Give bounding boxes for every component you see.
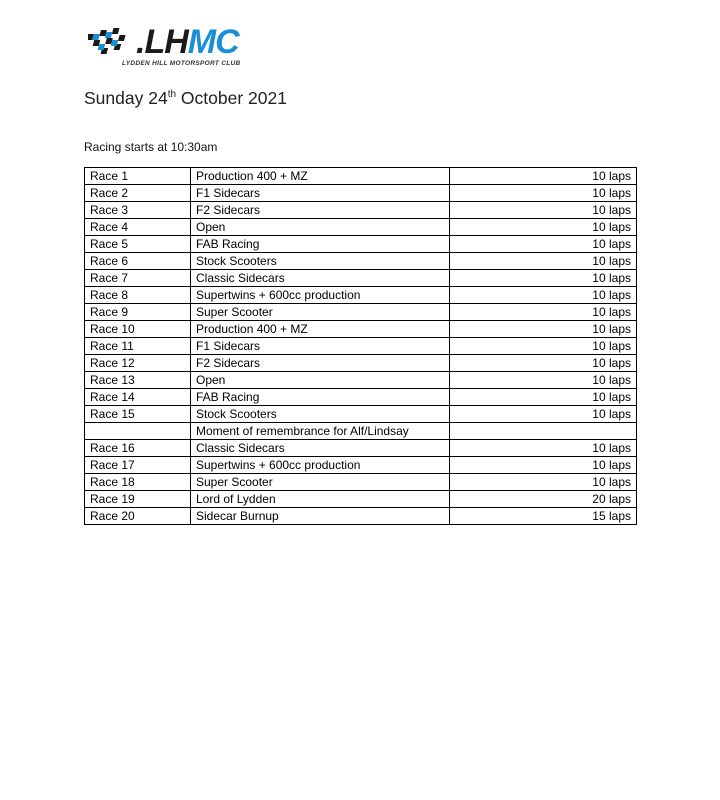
logo-subtitle: LYDDEN HILL MOTORSPORT CLUB bbox=[122, 60, 241, 67]
table-row bbox=[85, 321, 637, 338]
race-schedule-body bbox=[85, 168, 637, 525]
table-row bbox=[85, 423, 637, 440]
race-laps-cell: 10 laps bbox=[450, 219, 637, 236]
race-laps-cell: 20 laps bbox=[450, 491, 637, 508]
race-number-cell: Race 15 bbox=[85, 406, 191, 423]
table-row bbox=[85, 457, 637, 474]
race-laps-cell: 10 laps bbox=[450, 440, 637, 457]
race-number-cell: Race 1 bbox=[85, 168, 191, 185]
race-class-cell: F2 Sidecars bbox=[191, 355, 450, 372]
race-laps-cell: 10 laps bbox=[450, 321, 637, 338]
table-row bbox=[85, 474, 637, 491]
race-number-cell: Race 2 bbox=[85, 185, 191, 202]
race-laps-cell: 10 laps bbox=[450, 304, 637, 321]
race-class-cell: Supertwins + 600cc production bbox=[191, 287, 450, 304]
race-laps-cell: 10 laps bbox=[450, 355, 637, 372]
table-row bbox=[85, 406, 637, 423]
date-prefix: Sunday 24 bbox=[84, 88, 168, 108]
table-row bbox=[85, 236, 637, 253]
race-number-cell: Race 8 bbox=[85, 287, 191, 304]
table-row bbox=[85, 287, 637, 304]
race-number-cell: Race 7 bbox=[85, 270, 191, 287]
table-row bbox=[85, 491, 637, 508]
race-number-cell bbox=[85, 423, 191, 440]
race-number-cell: Race 14 bbox=[85, 389, 191, 406]
race-class-cell: F1 Sidecars bbox=[191, 338, 450, 355]
table-row bbox=[85, 508, 637, 525]
table-row bbox=[85, 389, 637, 406]
logo-wordmark-dark: .LH bbox=[136, 23, 188, 61]
table-row bbox=[85, 185, 637, 202]
race-class-cell: Production 400 + MZ bbox=[191, 321, 450, 338]
table-row bbox=[85, 253, 637, 270]
race-laps-cell: 10 laps bbox=[450, 287, 637, 304]
date-suffix: th bbox=[167, 89, 177, 101]
event-date bbox=[84, 88, 287, 109]
race-laps-cell: 10 laps bbox=[450, 389, 637, 406]
race-class-cell: FAB Racing bbox=[191, 389, 450, 406]
race-laps-cell: 10 laps bbox=[450, 185, 637, 202]
table-row bbox=[85, 355, 637, 372]
race-laps-cell: 10 laps bbox=[450, 236, 637, 253]
race-laps-cell: 10 laps bbox=[450, 253, 637, 270]
race-laps-cell: 10 laps bbox=[450, 338, 637, 355]
race-class-cell: Supertwins + 600cc production bbox=[191, 457, 450, 474]
race-number-cell: Race 20 bbox=[85, 508, 191, 525]
race-number-cell: Race 19 bbox=[85, 491, 191, 508]
race-class-cell: Sidecar Burnup bbox=[191, 508, 450, 525]
race-class-cell: Stock Scooters bbox=[191, 253, 450, 270]
table-row bbox=[85, 440, 637, 457]
race-number-cell: Race 17 bbox=[85, 457, 191, 474]
race-number-cell: Race 12 bbox=[85, 355, 191, 372]
race-number-cell: Race 16 bbox=[85, 440, 191, 457]
race-number-cell: Race 4 bbox=[85, 219, 191, 236]
race-schedule-table bbox=[84, 167, 637, 525]
race-class-cell: Moment of remembrance for Alf/Lindsay bbox=[191, 423, 450, 440]
race-class-cell: F1 Sidecars bbox=[191, 185, 450, 202]
race-class-cell: Open bbox=[191, 372, 450, 389]
table-row bbox=[85, 372, 637, 389]
race-class-cell: Super Scooter bbox=[191, 304, 450, 321]
race-laps-cell bbox=[450, 423, 637, 440]
logo-wordmark bbox=[136, 24, 239, 60]
race-number-cell: Race 5 bbox=[85, 236, 191, 253]
race-class-cell: Lord of Lydden bbox=[191, 491, 450, 508]
race-class-cell: Classic Sidecars bbox=[191, 440, 450, 457]
club-logo bbox=[88, 23, 258, 70]
checkered-flag-icon bbox=[88, 26, 140, 56]
race-class-cell: Classic Sidecars bbox=[191, 270, 450, 287]
table-row bbox=[85, 202, 637, 219]
race-laps-cell: 10 laps bbox=[450, 406, 637, 423]
race-laps-cell: 10 laps bbox=[450, 168, 637, 185]
race-laps-cell: 10 laps bbox=[450, 474, 637, 491]
race-number-cell: Race 13 bbox=[85, 372, 191, 389]
race-class-cell: Open bbox=[191, 219, 450, 236]
date-rest: October 2021 bbox=[176, 88, 287, 108]
table-row bbox=[85, 270, 637, 287]
race-laps-cell: 15 laps bbox=[450, 508, 637, 525]
start-time: Racing starts at 10:30am bbox=[84, 140, 218, 154]
logo-wordmark-blue: MC bbox=[187, 23, 239, 61]
race-laps-cell: 10 laps bbox=[450, 270, 637, 287]
table-row bbox=[85, 168, 637, 185]
race-class-cell: Production 400 + MZ bbox=[191, 168, 450, 185]
race-class-cell: Super Scooter bbox=[191, 474, 450, 491]
race-number-cell: Race 10 bbox=[85, 321, 191, 338]
race-laps-cell: 10 laps bbox=[450, 457, 637, 474]
table-row bbox=[85, 219, 637, 236]
race-number-cell: Race 18 bbox=[85, 474, 191, 491]
race-laps-cell: 10 laps bbox=[450, 202, 637, 219]
race-number-cell: Race 6 bbox=[85, 253, 191, 270]
race-number-cell: Race 11 bbox=[85, 338, 191, 355]
race-number-cell: Race 9 bbox=[85, 304, 191, 321]
race-class-cell: F2 Sidecars bbox=[191, 202, 450, 219]
table-row bbox=[85, 338, 637, 355]
race-class-cell: Stock Scooters bbox=[191, 406, 450, 423]
race-class-cell: FAB Racing bbox=[191, 236, 450, 253]
race-laps-cell: 10 laps bbox=[450, 372, 637, 389]
race-number-cell: Race 3 bbox=[85, 202, 191, 219]
table-row bbox=[85, 304, 637, 321]
